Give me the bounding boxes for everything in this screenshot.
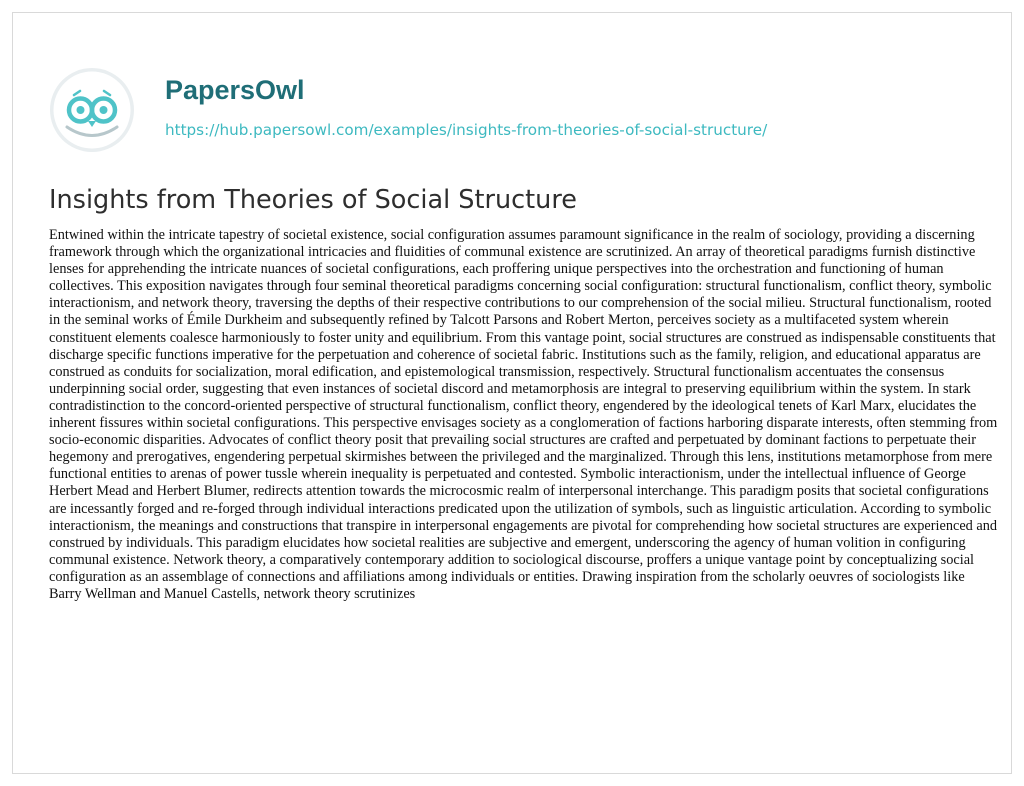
owl-logo-icon [47,65,137,155]
brand-name: PapersOwl [165,75,305,105]
document-body: Entwined within the intricate tapestry of societal existence, social configuration assumes paramount significance in the realm of sociology, providing a discerning framework through which the organizational intricacies and fluidities of communal existence are scrutinized. An array of theoretical paradigms furnish distinctive lenses for apprehending the intricate nuances of societal configurations, each proffering unique perspectives into the orchestration and functioning of human collectives. This exposition navigates through four seminal theoretical paradigms concerning social configuration: structural functionalism, conflict theory, symbolic interactionism, and network theory, traversing the depths of their respective contributions to our comprehension of the social milieu. Structural functionalism, rooted in the seminal works of Émile Durkheim and subsequently refined by Talcott Parsons and Robert Merton, perceives society as a multifaceted system wherein constituent elements coalesce harmoniously to foster unity and equilibrium. From this vantage point, social structures are construed as indispensable constituents that discharge specific functions imperative for the perpetuation and coherence of societal fabric. Institutions such as the family, religion, and educational apparatus are construed as conduits for socialization, moral edification, and epistemological transmission, respectively. Structural functionalism accentuates the consensus underpinning social order, suggesting that even instances of societal discord and metamorphosis are integral to preserving equilibrium within the system. In stark contradistinction to the concord-oriented perspective of structural functionalism, conflict theory, engendered by the ideological tenets of Karl Marx, elucidates the inherent fissures within societal configurations. This perspective envisages society as a conglomeration of factions harboring disparate interests, often stemming from socio-economic disparities. Advocates of conflict theory posit that prevailing social structures are crafted and perpetuated by dominant factions to perpetuate their hegemony and prerogatives, engendering perpetual skirmishes between the privileged and the marginalized. Through this lens, institutions metamorphose from mere functional entities to arenas of power tussle wherein inequality is perpetuated and contested. Symbolic interactionism, under the intellectual influence of George Herbert Mead and Herbert Blumer, redirects attention towards the microcosmic realm of interpersonal interchange. This paradigm posits that societal configurations are incessantly forged and re-forged through individual interactions predicated upon the utilization of symbols, such as linguistic articulation. According to symbolic interactionism, the meanings and constructions that transpire in interpersonal engagements are pivotal for comprehending how societal structures are experienced and construed by individuals. This paradigm elucidates how societal realities are subjective and emergent, underscoring the agency of human volition in configuring communal existence. Network theory, a comparatively contemporary addition to sociological discourse, proffers a unique vantage point by conceptualizing social configuration as an assemblage of connections and affiliations among individuals or entities. Drawing inspiration from the scholarly oeuvres of sociologists like Barry Wellman and Manuel Castells, network theory scrutinizes [49,227,998,602]
source-url-link[interactable]: https://hub.papersowl.com/examples/insights-from-theories-of-social-structure/ [165,121,768,139]
document-page [12,12,1012,774]
document-title: Insights from Theories of Social Structure [49,185,577,215]
